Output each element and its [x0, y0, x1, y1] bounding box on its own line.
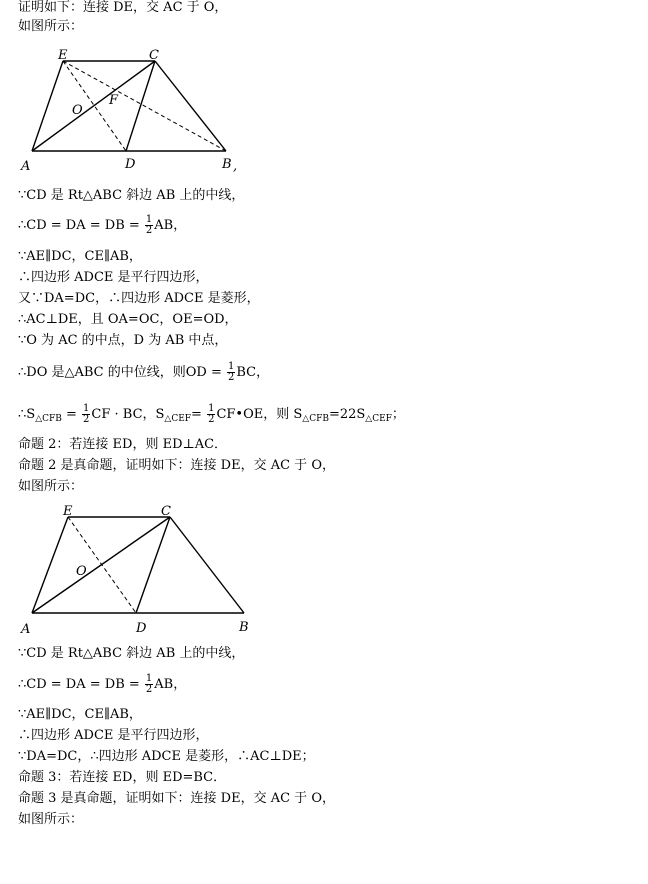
- fraction: $\frac{1}{2}$: [83, 403, 90, 425]
- equation-line: ∴CD = DA = DB = $\frac{1}{2}$ AB，: [18, 214, 187, 236]
- fraction: $\frac{1}{2}$: [145, 214, 153, 236]
- equation-line: $\therefore S_{\triangle CFB}$ = $\frac{1}{2}$ CF · BC，$S_{\triangle CEF}=$ $\frac{1}{2}$ CF•OE，则 $S_{\triangle CFB}=22S_{\triangle CEF}$；: [18, 403, 405, 425]
- text-line: 命题 2：若连接 ED，则 ED⊥AC．: [18, 437, 228, 452]
- label-C: C: [149, 48, 159, 63]
- label-D: D: [136, 621, 147, 636]
- fraction: $\frac{1}{2}$: [208, 403, 215, 425]
- fraction: $\frac{1}{2}$: [227, 361, 235, 383]
- text-line: 命题 2 是真命题，证明如下：连接 DE，交 AC 于 O，: [18, 458, 335, 473]
- figure-2: [18, 500, 258, 638]
- text-line: ∵O 为 AC 的中点，D 为 AB 中点，: [18, 333, 228, 348]
- text-line: ∵DA=DC，∴四边形 ADCE 是菱形，∴AC⊥DE；: [18, 749, 315, 764]
- fraction: $\frac{1}{2}$: [145, 673, 153, 695]
- label-A: A: [21, 622, 31, 637]
- text-line: 证明如下：连接 DE，交 AC 于 O，: [18, 0, 228, 15]
- text-line: ∵AE∥DC，CE∥AB，: [18, 249, 142, 264]
- figure-1: [18, 48, 248, 176]
- label-B: B: [222, 157, 232, 172]
- text-line: ∵CD 是 Rt△ABC 斜边 AB 上的中线，: [18, 646, 245, 661]
- label-comma: ,: [233, 159, 238, 174]
- text-line: ∴四边形 ADCE 是平行四边形，: [18, 728, 209, 743]
- text-line: ∴AC⊥DE，且 OA=OC，OE=OD，: [18, 312, 238, 327]
- text-line: 如图所示：: [18, 812, 84, 827]
- text-line: 如图所示：: [18, 479, 84, 494]
- label-D: D: [125, 157, 136, 172]
- label-A: A: [21, 159, 31, 174]
- text-line: 命题 3 是真命题，证明如下：连接 DE，交 AC 于 O，: [18, 791, 335, 806]
- label-F: F: [109, 93, 119, 108]
- text-line: 命题 3：若连接 ED，则 ED=BC．: [18, 770, 227, 785]
- text-line: 如图所示：: [18, 19, 84, 34]
- equation-line: ∴DO 是△ABC 的中位线，则OD = $\frac{1}{2}$ BC，: [18, 361, 270, 383]
- text-line: ∵CD 是 Rt△ABC 斜边 AB 上的中线，: [18, 188, 245, 203]
- label-E: E: [63, 504, 73, 519]
- label-O: O: [72, 103, 83, 118]
- label-C: C: [161, 504, 171, 519]
- text-line: 又∵DA=DC，∴四边形 ADCE 是菱形，: [18, 291, 260, 306]
- label-O: O: [76, 564, 87, 579]
- label-E: E: [58, 48, 68, 63]
- equation-line: ∴CD = DA = DB = $\frac{1}{2}$ AB，: [18, 673, 187, 695]
- text-line: ∵AE∥DC，CE∥AB，: [18, 707, 142, 722]
- text-line: ∴四边形 ADCE 是平行四边形，: [18, 270, 209, 285]
- label-B: B: [239, 620, 249, 635]
